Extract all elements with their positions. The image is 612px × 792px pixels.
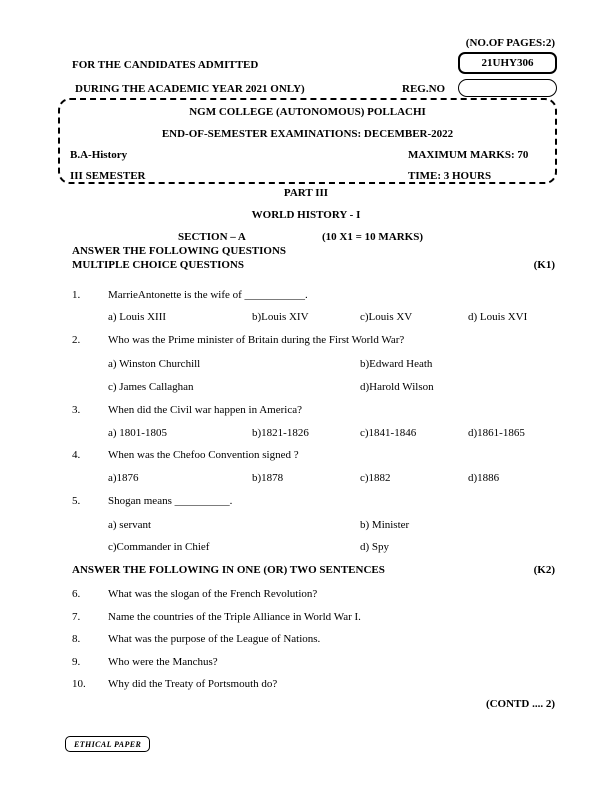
option-a: a) 1801-1805 xyxy=(108,427,167,439)
option-a: a)1876 xyxy=(108,472,139,484)
question-number: 2. xyxy=(72,334,81,346)
question-number: 6. xyxy=(72,588,81,600)
question-text: Name the countries of the Triple Alliance in World War I. xyxy=(108,611,361,623)
exam-time: TIME: 3 HOURS xyxy=(408,170,492,182)
course-code-box: 21UHY306 xyxy=(458,52,557,74)
options-row xyxy=(72,380,555,395)
question-text: Who were the Manchus? xyxy=(108,656,218,668)
question-number: 8. xyxy=(72,633,81,645)
question-text: When was the Chefoo Convention signed ? xyxy=(108,449,299,461)
ethical-paper-badge: ETHICAL PAPER xyxy=(65,736,150,752)
k1-badge: (K1) xyxy=(533,259,555,271)
question-row xyxy=(72,655,555,670)
option-b: b)1821-1826 xyxy=(252,427,309,439)
section-marks: (10 X1 = 10 MARKS) xyxy=(322,231,423,243)
college-name: NGM COLLEGE (AUTONOMOUS) POLLACHI xyxy=(189,106,426,118)
question-text: MarrieAntonette is the wife of ___________. xyxy=(108,289,308,301)
options-row xyxy=(72,310,555,325)
exam-title: END-OF-SEMESTER EXAMINATIONS: DECEMBER-2022 xyxy=(161,128,454,140)
options-row xyxy=(72,426,555,441)
semester-row xyxy=(60,169,555,183)
k2-heading-row xyxy=(72,563,555,578)
candidates-admitted-line1: FOR THE CANDIDATES ADMITTED xyxy=(72,59,259,71)
option-b: b) Minister xyxy=(360,519,410,531)
instruction-mcq: MULTIPLE CHOICE QUESTIONS xyxy=(72,259,244,271)
programme-row xyxy=(60,148,555,162)
option-c: c)1882 xyxy=(360,472,391,484)
question-row xyxy=(72,610,555,625)
options-row xyxy=(72,357,555,372)
question-number: 5. xyxy=(72,495,81,507)
question-text: Who was the Prime minister of Britain during the First World War? xyxy=(108,334,405,346)
question-row xyxy=(72,403,555,418)
option-d: d) Louis XVI xyxy=(468,311,528,323)
question-number: 1. xyxy=(72,289,81,301)
question-text: What was the purpose of the League of Nations. xyxy=(108,633,321,645)
question-number: 9. xyxy=(72,656,81,668)
question-row xyxy=(72,448,555,463)
option-b: b)1878 xyxy=(252,472,284,484)
question-number: 3. xyxy=(72,404,81,416)
question-row xyxy=(72,587,555,602)
option-c: c)Louis XV xyxy=(360,311,413,323)
question-row xyxy=(72,632,555,647)
option-a: a) servant xyxy=(108,519,152,531)
question-text: When did the Civil war happen in America? xyxy=(108,404,302,416)
subject-title: WORLD HISTORY - I xyxy=(251,209,361,221)
question-text: What was the slogan of the French Revolution? xyxy=(108,588,318,600)
question-number: 7. xyxy=(72,611,81,623)
continued-note: (CONTD .... 2) xyxy=(485,698,555,710)
max-marks: MAXIMUM MARKS: 70 xyxy=(408,149,529,161)
option-d: d)1886 xyxy=(468,472,500,484)
question-row xyxy=(72,494,555,509)
pages-count-note: (NO.OF PAGES:2) xyxy=(465,37,555,49)
option-c: c) James Callaghan xyxy=(108,381,194,393)
question-row xyxy=(72,288,555,303)
option-b: b)Edward Heath xyxy=(360,358,433,370)
exam-header-box xyxy=(58,98,557,184)
option-d: d)1861-1865 xyxy=(468,427,525,439)
question-text: Shogan means __________. xyxy=(108,495,233,507)
regno-label: REG.NO xyxy=(402,83,446,95)
semester-name: III SEMESTER xyxy=(70,170,146,182)
regno-field xyxy=(458,79,557,97)
question-number: 4. xyxy=(72,449,81,461)
question-row xyxy=(72,333,555,348)
options-row xyxy=(72,540,555,555)
instruction-answer-following: ANSWER THE FOLLOWING QUESTIONS xyxy=(72,245,287,257)
option-d: d) Spy xyxy=(360,541,390,553)
question-text: Why did the Treaty of Portsmouth do? xyxy=(108,678,278,690)
k2-heading: ANSWER THE FOLLOWING IN ONE (OR) TWO SENTENCES xyxy=(72,564,385,576)
candidates-admitted-line2: DURING THE ACADEMIC YEAR 2021 ONLY) xyxy=(75,83,305,95)
options-row xyxy=(72,471,555,486)
k2-badge: (K2) xyxy=(533,564,555,576)
option-c: c)1841-1846 xyxy=(360,427,417,439)
options-row xyxy=(72,518,555,533)
option-b: b)Louis XIV xyxy=(252,311,309,323)
option-c: c)Commander in Chief xyxy=(108,541,210,553)
option-a: a) Louis XIII xyxy=(108,311,167,323)
programme-name: B.A-History xyxy=(70,149,128,161)
part-title: PART III xyxy=(283,187,329,199)
question-number: 10. xyxy=(72,678,86,690)
option-a: a) Winston Churchill xyxy=(108,358,201,370)
question-row xyxy=(72,677,555,692)
option-d: d)Harold Wilson xyxy=(360,381,434,393)
section-title: SECTION – A xyxy=(178,231,246,243)
